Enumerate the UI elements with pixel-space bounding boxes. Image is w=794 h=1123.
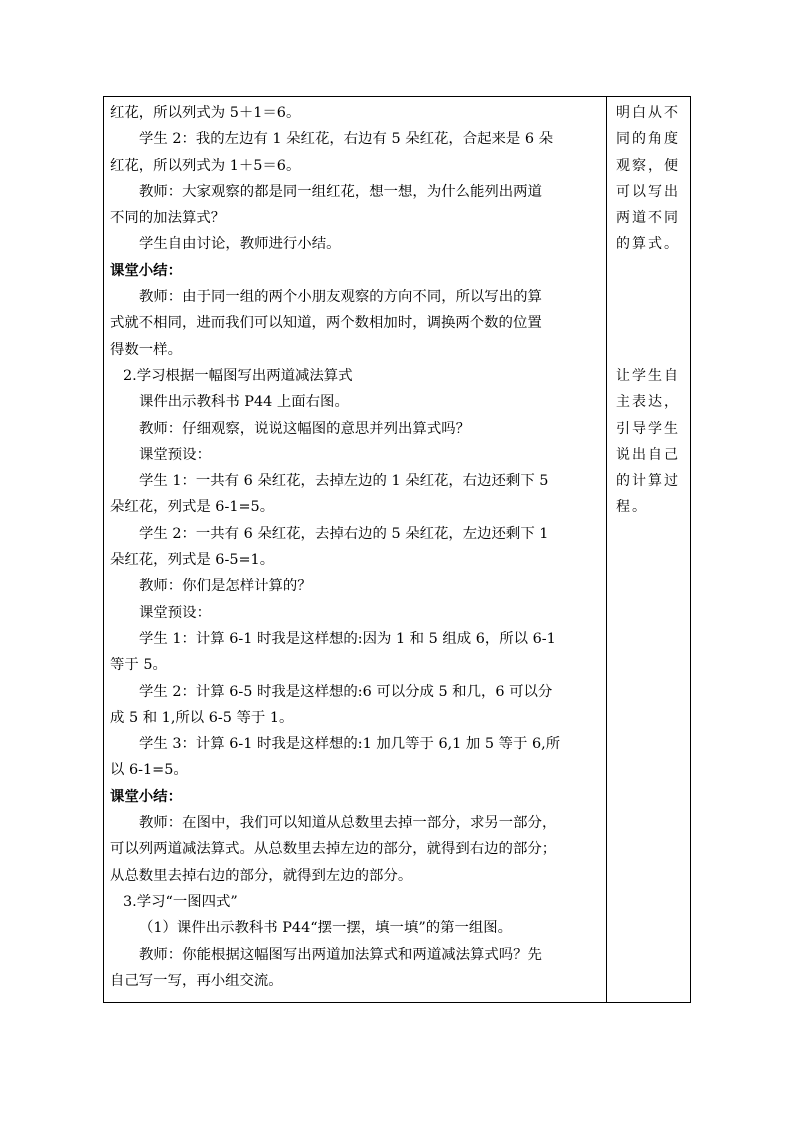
text-line: 可以列两道减法算式。从总数里去掉左边的部分，就得到右边的部分；: [110, 841, 557, 858]
side-note-expression: [616, 363, 686, 521]
side-note-line: 的算式。: [616, 236, 680, 253]
side-note-line: 引导学生: [616, 420, 680, 437]
text-line: 学生 2：我的左边有 1 朵红花，右边有 5 朵红花，合起来是 6 朵: [139, 131, 554, 148]
text-line: 朵红花，列式是 6-5=1。: [110, 552, 275, 569]
side-note-line: 说出自己: [616, 446, 680, 463]
text-line: 红花，所以列式为 5＋1＝6。: [110, 105, 301, 121]
section-heading: 课堂小结：: [110, 261, 182, 279]
text-line: 2.学习根据一幅图写出两道减法算式: [123, 367, 353, 384]
text-line: 式就不相同，进而我们可以知道，两个数相加时，调换两个数的位置: [110, 315, 542, 332]
lesson-table: [103, 96, 691, 1003]
text-line: 教师：在图中，我们可以知道从总数里去掉一部分，求另一部分，: [139, 815, 557, 832]
text-line: 教师：由于同一组的两个小朋友观察的方向不同，所以写出的算: [139, 289, 542, 306]
text-line: 学生 1：一共有 6 朵红花，去掉左边的 1 朵红花，右边还剩下 5: [139, 473, 549, 490]
text-line: 学生 1：计算 6-1 时我是这样想的:因为 1 和 5 组成 6，所以 6-1: [139, 630, 556, 647]
text-line: 教师：仔细观察，说说这幅图的意思并列出算式吗？: [139, 420, 470, 437]
side-note-line: 程。: [616, 499, 648, 516]
text-line: 课堂预设：: [139, 604, 211, 621]
text-line: 学生 3：计算 6-1 时我是这样想的:1 加几等于 6,1 加 5 等于 6,所: [139, 736, 561, 753]
text-line: 红花，所以列式为 1＋5＝6。: [110, 157, 301, 174]
text-line: 教师：你能根据这幅图写出两道加法算式和两道减法算式吗？先: [139, 946, 542, 963]
side-note-line: 让学生自: [616, 368, 680, 384]
text-line: 朵红花，列式是 6-1=5。: [110, 499, 275, 516]
text-line: 课堂预设：: [139, 446, 211, 463]
text-line: 从总数里去掉右边的部分，就得到左边的部分。: [110, 867, 413, 884]
side-note-line: 明白从不: [616, 105, 680, 121]
text-line: 等于 5。: [110, 657, 167, 674]
lesson-content-cell: [110, 100, 602, 994]
text-line: 学生 2：一共有 6 朵红花，去掉右边的 5 朵红花，左边还剩下 1: [139, 525, 549, 542]
text-line: 3.学习“一图四式”: [123, 893, 238, 910]
side-note-line: 主表达，: [616, 394, 680, 411]
text-line: （1）课件出示教科书 P44“摆一摆，填一填”的第一组图。: [139, 920, 513, 937]
side-note-line: 观察，便: [616, 157, 680, 174]
text-line: 学生自由讨论，教师进行小结。: [139, 236, 341, 253]
side-note-line: 两道不同: [616, 210, 680, 227]
side-note-line: 可以写出: [616, 183, 680, 200]
side-note-line: 的计算过: [616, 473, 680, 490]
text-line: 自己写一写，再小组交流。: [110, 972, 283, 989]
text-line: 得数一样。: [110, 341, 182, 358]
section-heading: 课堂小结：: [110, 787, 182, 805]
text-line: 以 6-1=5。: [110, 762, 188, 779]
text-line: 教师：你们是怎样计算的？: [139, 578, 312, 595]
text-line: 学生 2：计算 6-5 时我是这样想的:6 可以分成 5 和几，6 可以分: [139, 683, 553, 700]
text-line: 教师：大家观察的都是同一组红花，想一想，为什么能列出两道: [139, 183, 542, 200]
text-line: 课件出示教科书 P44 上面右图。: [139, 394, 349, 411]
side-note-line: 同的角度: [616, 131, 680, 148]
text-line: 不同的加法算式？: [110, 210, 226, 227]
column-divider: [606, 97, 607, 1002]
text-line: 成 5 和 1,所以 6-5 等于 1。: [110, 709, 294, 726]
side-note-design-intent: [616, 100, 686, 258]
